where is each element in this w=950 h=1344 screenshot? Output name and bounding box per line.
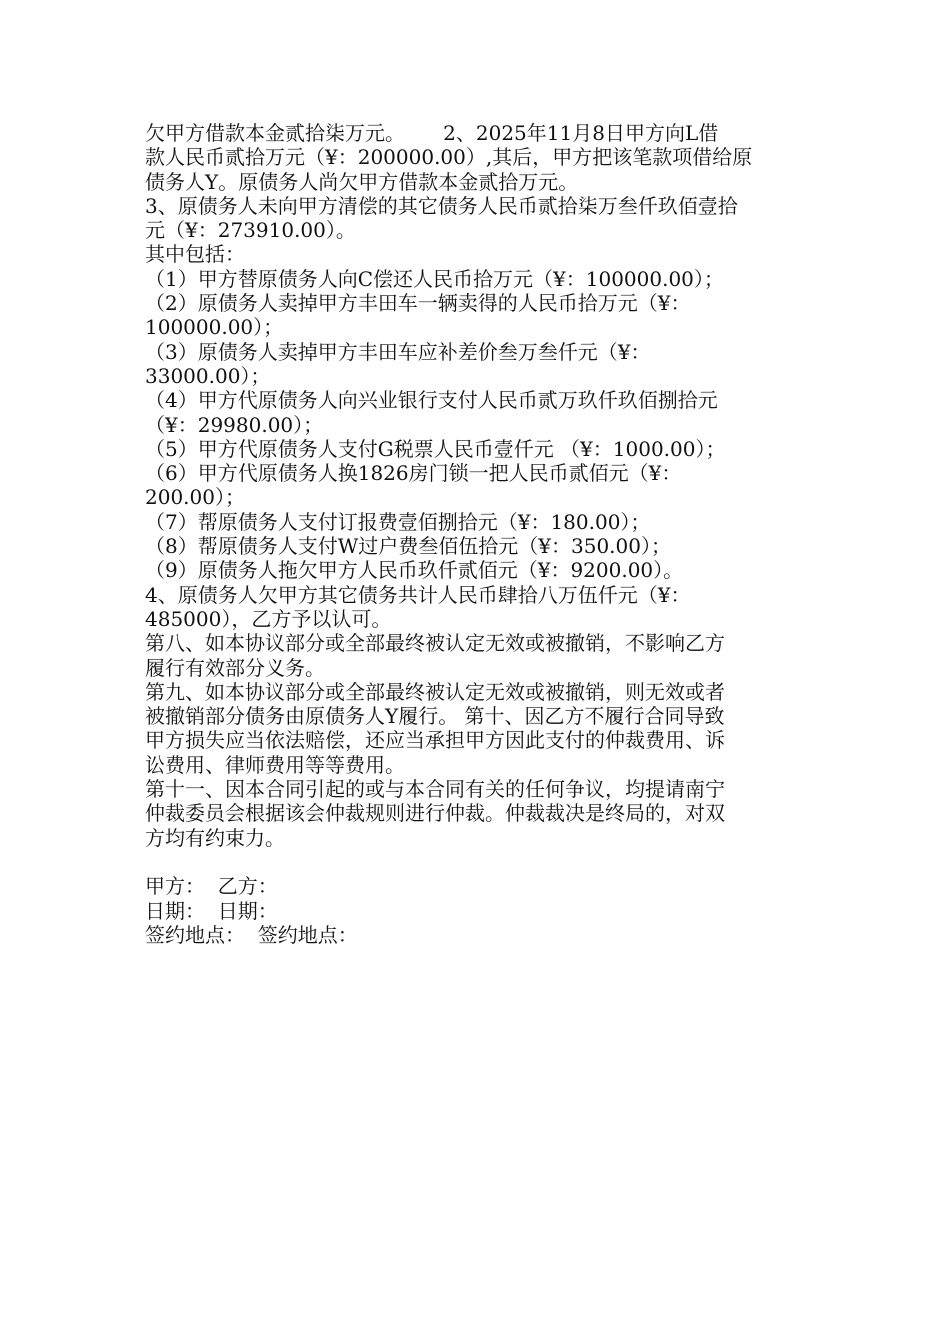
text-line: 485000），乙方予以认可。 <box>145 606 392 631</box>
text-line: 其中包括： <box>145 242 245 267</box>
text-line: （8）帮原债务人支付W过户费叁佰伍拾元（¥：350.00）； <box>145 534 671 559</box>
text-line: 第九、如本协议部分或全部最终被认定无效或被撤销，则无效或者 <box>145 679 725 704</box>
text-line: 被撤销部分债务由原债务人Y履行。 第十、因乙方不履行合同导致 <box>145 704 725 729</box>
signing-place-line: 签约地点： 签约地点： <box>145 922 358 947</box>
text-line: 第十一、因本合同引起的或与本合同有关的任何争议，均提请南宁 <box>145 777 725 802</box>
text-line: （5）甲方代原债务人支付G税票人民币壹仟元 （¥：1000.00）； <box>145 436 726 461</box>
text-line: 33000.00）； <box>145 363 271 388</box>
text-line: 履行有效部分义务。 <box>145 655 325 680</box>
text-line: 200.00）； <box>145 485 245 510</box>
text-line: （3）原债务人卖掉甲方丰田车应补差价叁万叁仟元（¥： <box>145 339 651 364</box>
text-line: 方均有约束力。 <box>145 825 285 850</box>
text-line: 仲裁委员会根据该会仲裁规则进行仲裁。仲裁裁决是终局的，对双 <box>145 801 725 826</box>
text-line: 欠甲方借款本金贰拾柒万元。 2、2025年11月8日甲方向L借 <box>145 121 719 145</box>
text-line: 4、原债务人欠甲方其它债务共计人民币肆拾八万伍仟元（¥： <box>145 582 691 607</box>
text-line: （2）原债务人卖掉甲方丰田车一辆卖得的人民币拾万元（¥： <box>145 291 691 316</box>
spacer <box>145 850 810 874</box>
party-signature-line: 甲方： 乙方： <box>145 874 278 899</box>
text-line: （7）帮原债务人支付订报费壹佰捌拾元（¥：180.00）； <box>145 509 651 534</box>
signature-date-line: 日期： 日期： <box>145 898 278 923</box>
text-line: （9）原债务人拖欠甲方人民币玖仟贰佰元（¥：9200.00）。 <box>145 558 684 583</box>
signature-block <box>145 874 810 947</box>
text-line: （4）甲方代原债务人向兴业银行支付人民币贰万玖仟玖佰捌拾元 <box>145 388 718 413</box>
text-line: 款人民币贰拾万元（¥：200000.00）,其后，甲方把该笔款项借给原 <box>145 145 753 170</box>
text-line: 讼费用、律师费用等等费用。 <box>145 752 405 777</box>
text-line: 甲方损失应当依法赔偿，还应当承担甲方因此支付的仲裁费用、诉 <box>145 728 725 753</box>
text-line: （1）甲方替原债务人向C偿还人民币拾万元（¥：100000.00）； <box>145 266 724 291</box>
text-line: 债务人Y。原债务人尚欠甲方借款本金贰拾万元。 <box>145 169 579 194</box>
text-line: （6）甲方代原债务人换1826房门锁一把人民币贰佰元（¥： <box>145 461 682 486</box>
text-line: 3、原债务人未向甲方清偿的其它债务人民币贰拾柒万叁仟玖佰壹拾 <box>145 193 738 218</box>
text-line: 100000.00）； <box>145 315 284 340</box>
text-line: 第八、如本协议部分或全部最终被认定无效或被撤销，不影响乙方 <box>145 631 725 656</box>
text-line: （¥：29980.00）； <box>145 412 324 437</box>
text-line: 元（¥：273910.00）。 <box>145 218 356 243</box>
contract-body <box>145 121 810 947</box>
